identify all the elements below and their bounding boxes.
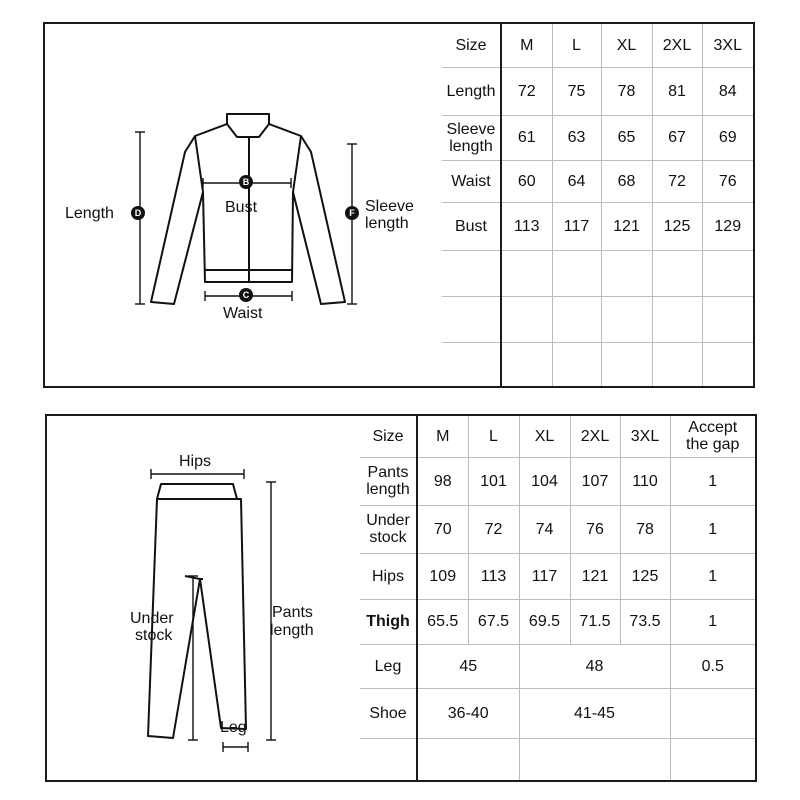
header-xl: XL [519,416,570,457]
empty-cell [652,342,702,386]
row-label-line1: Sleeve [446,120,496,138]
row-label: Length [442,67,501,115]
table-cell: 71.5 [570,599,620,644]
table-cell: 61 [501,115,552,160]
table-cell: 101 [468,457,519,505]
table-cell: 60 [501,160,552,202]
table-cell: 125 [620,553,670,599]
row-label-line2: length [366,481,410,498]
row-label [360,505,417,553]
row-label-line2: length [449,137,493,155]
table-cell: 67 [652,115,702,160]
sleeve-label-line1: Sleeve [365,198,414,215]
header-gap-line2: the gap [686,436,740,454]
pants-size-panel [45,414,757,782]
jacket-size-table [442,24,753,386]
empty-cell [601,342,652,386]
empty-cell [519,738,670,780]
header-m: M [501,24,552,67]
table-row [442,160,753,202]
jacket-header-row [442,24,753,67]
empty-cell [652,250,702,296]
empty-cell [501,250,552,296]
table-cell: 45 [417,644,519,688]
table-cell: 78 [620,505,670,553]
empty-cell [552,250,601,296]
sleeve-label-line2: length [365,215,409,232]
table-cell: 69.5 [519,599,570,644]
table-cell: 113 [468,553,519,599]
pants-size-table [360,416,755,780]
waist-label: Waist [223,305,263,322]
header-gap-line1: Accept [688,419,738,437]
table-cell: 76 [702,160,753,202]
row-label: Shoe [360,688,417,738]
table-cell: 113 [501,202,552,250]
table-cell: 65.5 [417,599,468,644]
header-2xl: 2XL [570,416,620,457]
sleeve-marker: F [345,206,359,220]
gap-cell: 1 [670,457,755,505]
leg-row [360,644,755,688]
gap-cell: 1 [670,599,755,644]
empty-row [442,250,753,296]
empty-cell [442,296,501,342]
understock-label-line1: Under [130,610,174,627]
gap-cell: 0.5 [670,644,755,688]
header-3xl: 3XL [620,416,670,457]
table-cell: 48 [519,644,670,688]
row-label: Waist [442,160,501,202]
empty-cell [601,296,652,342]
table-row [442,202,753,250]
table-cell: 72 [468,505,519,553]
row-label [360,457,417,505]
empty-cell [442,342,501,386]
row-label-line2: stock [369,529,407,546]
table-cell: 81 [652,67,702,115]
waist-marker: C [239,288,253,302]
table-cell: 74 [519,505,570,553]
table-cell: 36-40 [417,688,519,738]
row-label: Leg [360,644,417,688]
pants-length-label-line1: Pants [272,604,313,621]
table-cell: 64 [552,160,601,202]
table-cell: 121 [570,553,620,599]
header-l: L [468,416,519,457]
table-cell: 125 [652,202,702,250]
table-cell: 129 [702,202,753,250]
length-marker: D [131,206,145,220]
table-cell: 67.5 [468,599,519,644]
table-cell: 121 [601,202,652,250]
table-cell: 63 [552,115,601,160]
row-label-line1: Under [366,512,410,529]
empty-cell [670,738,755,780]
header-2xl: 2XL [652,24,702,67]
header-m: M [417,416,468,457]
table-cell: 75 [552,67,601,115]
table-row [360,457,755,505]
bust-marker: B [239,175,253,189]
table-cell: 65 [601,115,652,160]
header-3xl: 3XL [702,24,753,67]
table-row [360,553,755,599]
table-cell: 84 [702,67,753,115]
jacket-size-panel [43,22,755,388]
table-cell: 73.5 [620,599,670,644]
table-cell: 68 [601,160,652,202]
empty-row [442,342,753,386]
empty-row [360,738,755,780]
gap-cell: 1 [670,553,755,599]
empty-cell [501,296,552,342]
table-cell: 117 [519,553,570,599]
empty-cell [702,296,753,342]
table-cell: 107 [570,457,620,505]
pants-illustration [47,416,363,780]
row-label [442,115,501,160]
table-cell: 70 [417,505,468,553]
table-cell: 109 [417,553,468,599]
bust-label: Bust [225,199,258,216]
empty-cell [360,738,417,780]
table-cell: 98 [417,457,468,505]
table-row [360,505,755,553]
row-label: Hips [360,553,417,599]
pants-header-row [360,416,755,457]
header-xl: XL [601,24,652,67]
table-cell: 104 [519,457,570,505]
empty-row [442,296,753,342]
table-cell: 110 [620,457,670,505]
table-row [360,599,755,644]
empty-cell [702,342,753,386]
table-cell: 117 [552,202,601,250]
gap-cell: 1 [670,505,755,553]
header-accept-gap [670,416,755,457]
empty-cell [442,250,501,296]
understock-label-line2: stock [135,627,173,644]
shoe-row [360,688,755,738]
empty-cell [652,296,702,342]
empty-cell [601,250,652,296]
empty-cell [501,342,552,386]
leg-label: Leg [220,719,247,736]
table-row [442,115,753,160]
table-cell: 78 [601,67,652,115]
table-cell: 72 [501,67,552,115]
length-label: Length [65,205,114,222]
empty-cell [702,250,753,296]
header-l: L [552,24,601,67]
empty-cell [417,738,519,780]
table-cell: 41-45 [519,688,670,738]
table-cell: 72 [652,160,702,202]
empty-cell [552,342,601,386]
header-size: Size [442,24,501,67]
row-label-line1: Pants [367,464,409,481]
header-size: Size [360,416,417,457]
table-row [442,67,753,115]
empty-cell [670,688,755,738]
empty-cell [552,296,601,342]
table-cell: 76 [570,505,620,553]
row-label: Thigh [360,599,417,644]
row-label: Bust [442,202,501,250]
hips-label: Hips [179,453,212,470]
pants-length-label-line2: length [270,622,314,639]
table-cell: 69 [702,115,753,160]
